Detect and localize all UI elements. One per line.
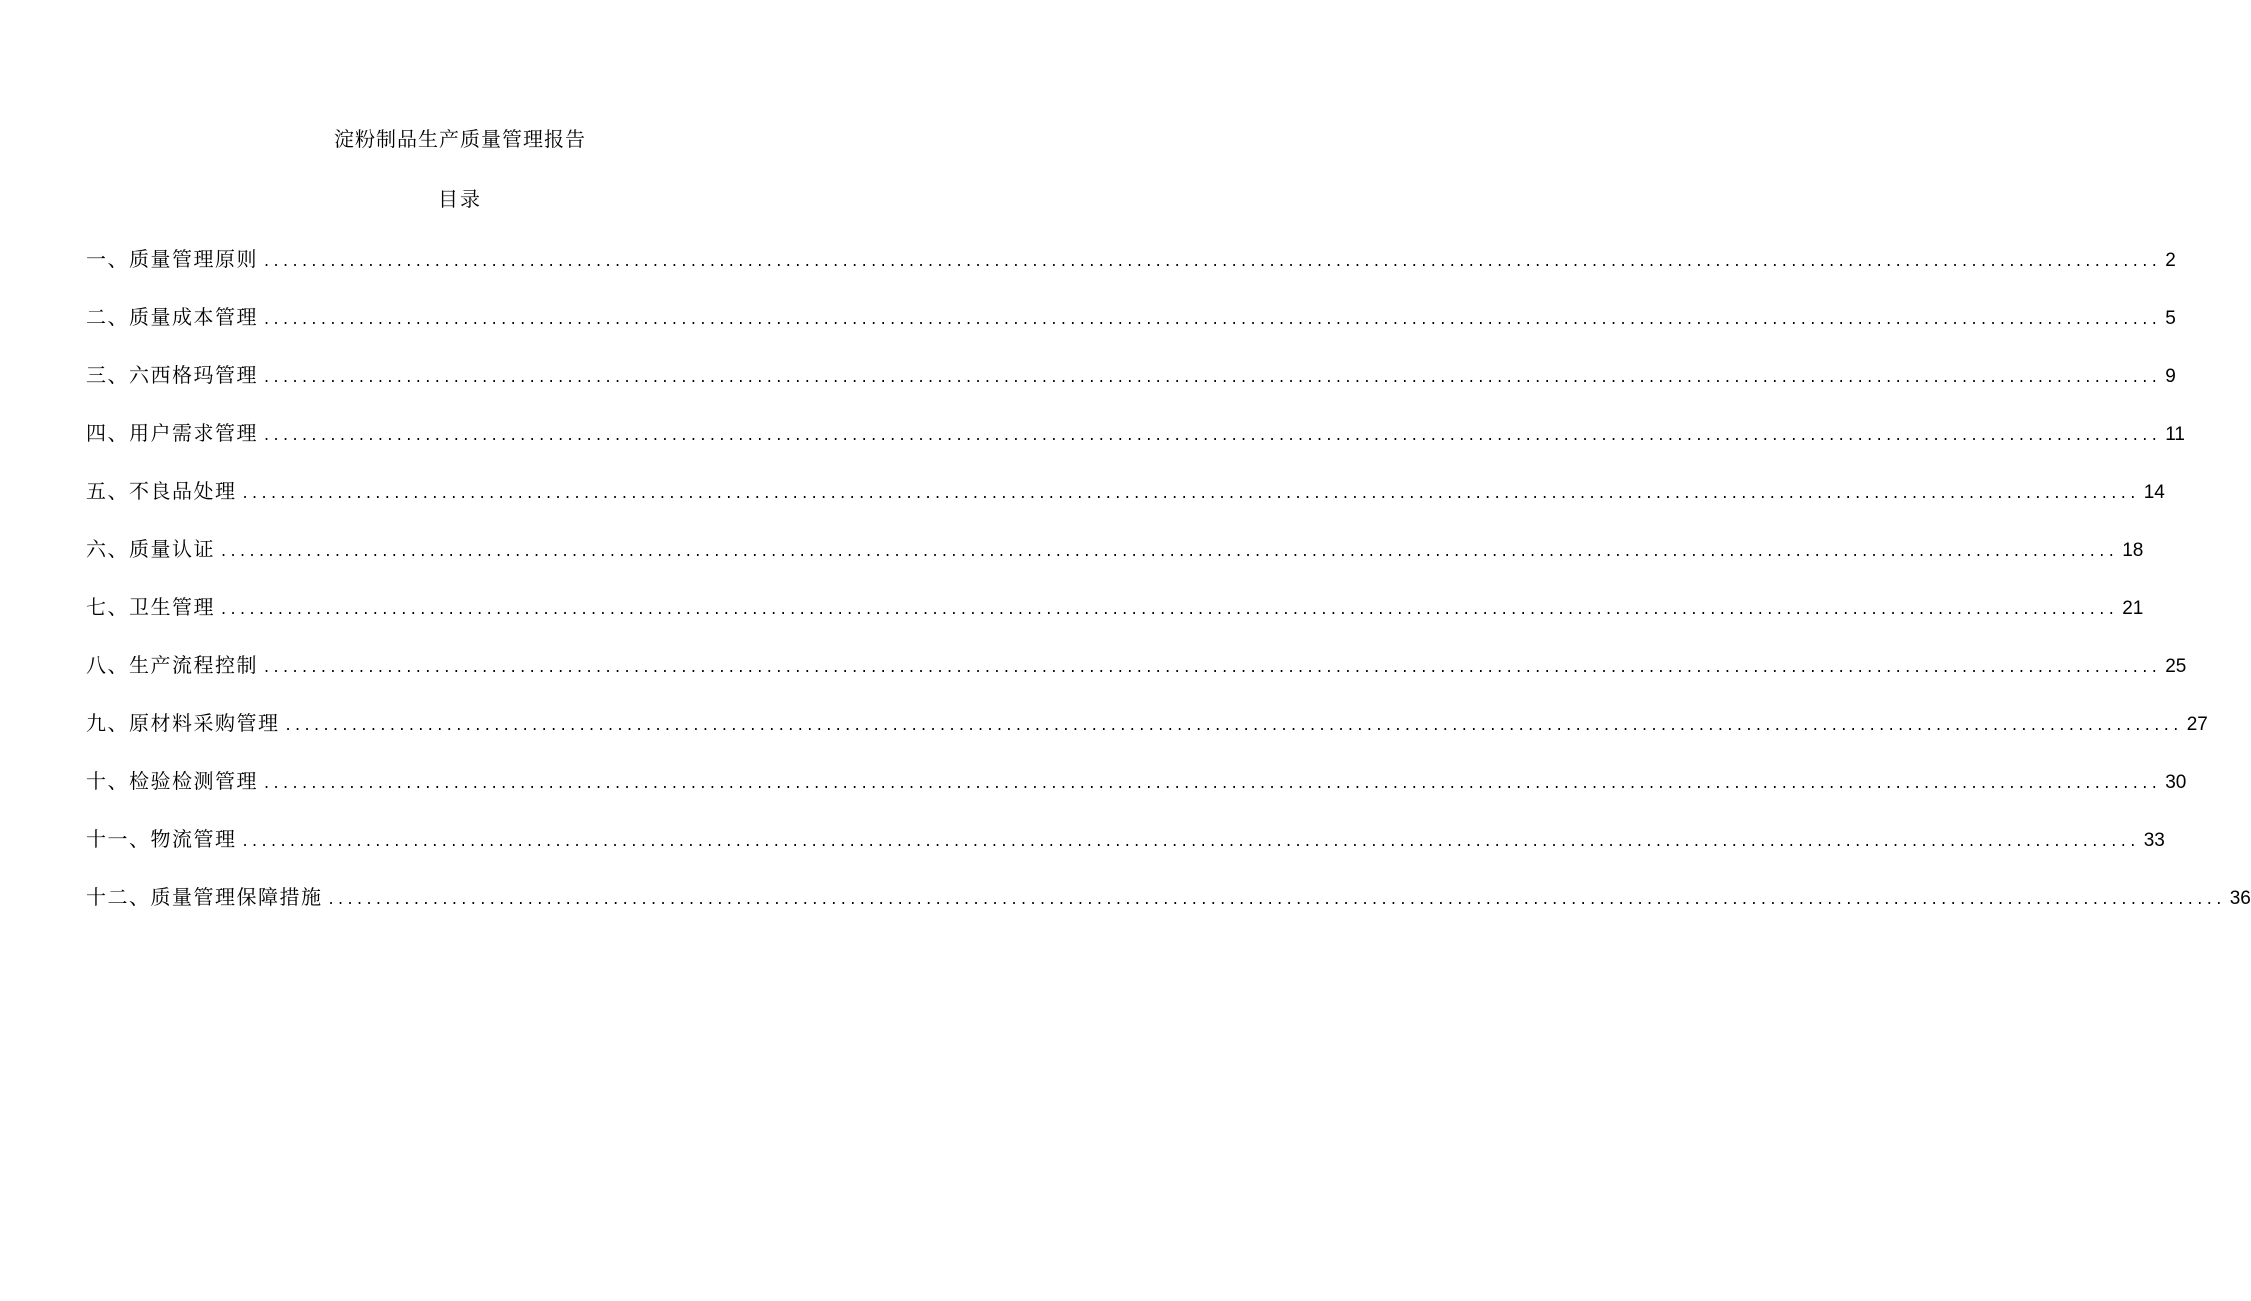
toc-entry[interactable] bbox=[86, 302, 2176, 360]
toc-entry-label: 八、生产流程控制 bbox=[86, 653, 258, 677]
toc-page-number: 18 bbox=[2122, 540, 2144, 561]
toc-dot-leader: ........................................................................................................................................................................................................ bbox=[264, 367, 2162, 386]
toc-entry[interactable] bbox=[86, 534, 2144, 592]
toc-dot-leader: ........................................................................................................................................................................................................ bbox=[264, 773, 2162, 792]
toc-dot-leader: ........................................................................................................................................................................................................ bbox=[242, 483, 2140, 502]
toc-dot-leader: ........................................................................................................................................................................................................ bbox=[264, 251, 2162, 270]
toc-dot-leader: ........................................................................................................................................................................................................ bbox=[285, 715, 2183, 734]
toc-entry[interactable] bbox=[86, 360, 2176, 418]
toc-entry-label: 十、检验检测管理 bbox=[86, 769, 258, 793]
toc-entry-label: 一、质量管理原则 bbox=[86, 247, 258, 271]
toc-dot-leader: ........................................................................................................................................................................................................ bbox=[328, 889, 2226, 908]
toc-entry-label: 七、卫生管理 bbox=[86, 595, 215, 619]
toc-entry-label: 六、质量认证 bbox=[86, 537, 215, 561]
document-title: 淀粉制品生产质量管理报告 bbox=[334, 127, 586, 151]
toc-page-number: 2 bbox=[2165, 250, 2176, 271]
toc-page-number: 11 bbox=[2165, 424, 2185, 445]
toc-dot-leader: ........................................................................................................................................................................................................ bbox=[264, 309, 2162, 328]
toc-entry[interactable] bbox=[86, 708, 2208, 766]
toc-entry[interactable] bbox=[86, 418, 2185, 476]
toc-entry-label: 十二、质量管理保障措施 bbox=[86, 885, 323, 909]
toc-entry[interactable] bbox=[86, 244, 2176, 302]
toc-page-number: 33 bbox=[2143, 830, 2165, 851]
toc-page-number: 25 bbox=[2165, 656, 2187, 677]
toc-dot-leader: ........................................................................................................................................................................................................ bbox=[242, 831, 2140, 850]
toc-entry-label: 九、原材料采购管理 bbox=[86, 711, 280, 735]
toc-dot-leader: ........................................................................................................................................................................................................ bbox=[221, 541, 2119, 560]
toc-page-number: 9 bbox=[2165, 366, 2176, 387]
toc-entry[interactable] bbox=[86, 882, 2251, 940]
toc-dot-leader: ........................................................................................................................................................................................................ bbox=[264, 425, 2162, 444]
toc-dot-leader: ........................................................................................................................................................................................................ bbox=[221, 599, 2119, 618]
toc-entry-label: 三、六西格玛管理 bbox=[86, 363, 258, 387]
toc-page-number: 27 bbox=[2186, 714, 2208, 735]
toc-entry[interactable] bbox=[86, 592, 2144, 650]
toc-page-number: 21 bbox=[2122, 598, 2144, 619]
toc-heading: 目录 bbox=[438, 187, 482, 211]
toc-entry-label: 四、用户需求管理 bbox=[86, 421, 258, 445]
table-of-contents bbox=[86, 244, 2251, 940]
toc-page-number: 36 bbox=[2229, 888, 2251, 909]
toc-page-number: 5 bbox=[2165, 308, 2176, 329]
toc-page-number: 30 bbox=[2165, 772, 2187, 793]
toc-entry[interactable] bbox=[86, 476, 2165, 534]
toc-entry-label: 五、不良品处理 bbox=[86, 479, 237, 503]
toc-entry-label: 二、质量成本管理 bbox=[86, 305, 258, 329]
toc-dot-leader: ........................................................................................................................................................................................................ bbox=[264, 657, 2162, 676]
toc-entry-label: 十一、物流管理 bbox=[86, 827, 237, 851]
toc-entry[interactable] bbox=[86, 824, 2165, 882]
toc-page-number: 14 bbox=[2143, 482, 2165, 503]
toc-entry[interactable] bbox=[86, 766, 2187, 824]
toc-entry[interactable] bbox=[86, 650, 2187, 708]
